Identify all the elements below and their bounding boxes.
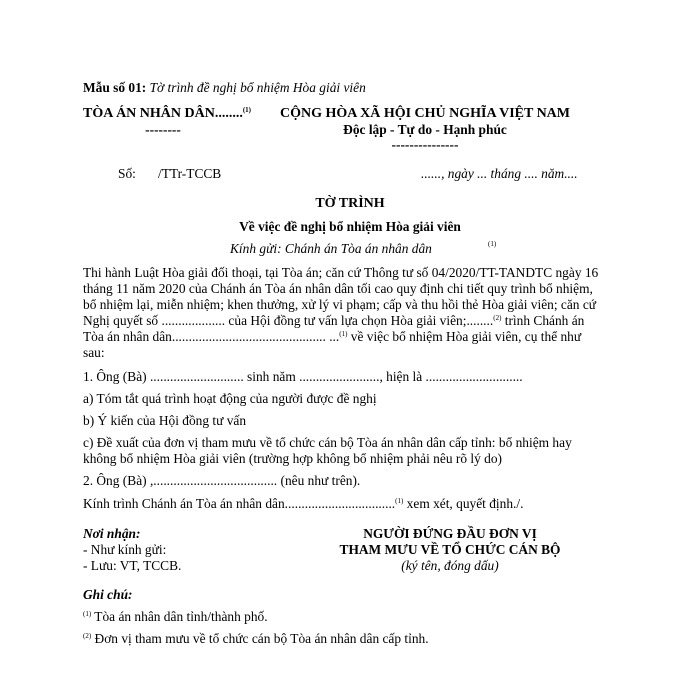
- intro-line-5: Tòa án nhân dân.............................................. ...$^{(1)}$ về việc bổ nhiệm Hòa giải viên, cụ thể như: [83, 329, 582, 344]
- item-2: 2. Ông (Bà) ,..................................... (nêu như trên).: [83, 473, 361, 488]
- recipients-line-1: - Như kính gửi:: [83, 542, 167, 557]
- footnote-mark: (2): [83, 632, 92, 640]
- date-line: ......, ngày ... tháng .... năm....: [421, 166, 578, 181]
- closing-line: Kính trình Chánh án Tòa án nhân dân.................................$^{(1)}$ xem xét, quyết định./.: [83, 496, 524, 511]
- nation-name: CỘNG HÒA XÃ HỘI CHỦ NGHĨA VIỆT NAM: [279, 106, 570, 121]
- item-1c-line-1: c) Đề xuất của đơn vị tham mưu về tổ chức cán bộ Tòa án nhân dân cấp tỉnh: bổ nhiệm hay: [83, 435, 572, 450]
- footnote-mark: (1): [83, 610, 92, 618]
- doc-number-label: Số:: [118, 166, 136, 181]
- footnote-mark: (1): [395, 497, 404, 505]
- signer-line-3: (ký tên, đóng dấu): [401, 558, 499, 573]
- doc-title: TỜ TRÌNH: [315, 196, 385, 211]
- intro-line-6: sau:: [83, 345, 105, 360]
- doc-number-code: /TTr-TCCB: [158, 166, 222, 181]
- note-2: $^{(2)}$ Đơn vị tham mưu về tổ chức cán bộ Tòa án nhân dân cấp tỉnh.: [83, 631, 429, 646]
- motto-dash: ---------------: [391, 137, 459, 152]
- doc-subject: Về việc đề nghị bổ nhiệm Hòa giải viên: [239, 219, 461, 234]
- footnote-mark: (1): [242, 106, 252, 114]
- intro-line-4: Nghị quyết số ................... của Hội đồng tư vấn lựa chọn Hòa giải viên;........$^{(2)}$ trình Chánh án: [83, 313, 585, 328]
- form-title-label: Mẫu số 01:: [83, 80, 147, 95]
- note-1: $^{(1)}$ Tòa án nhân dân tỉnh/thành phố.: [83, 609, 268, 624]
- notes-title: Ghi chú:: [83, 587, 133, 602]
- addressee: Kính gửi: Chánh án Tòa án nhân dân: [230, 241, 432, 256]
- court-dash: --------: [145, 122, 181, 137]
- form-title: [83, 80, 366, 96]
- intro-line-2: tháng 11 năm 2020 của Chánh án Tòa án nhân dân tối cao quy định chi tiết quy trình bổ nhiệm,: [83, 281, 593, 296]
- court-name: TÒA ÁN NHÂN DÂN........$^{(1)}$: [83, 106, 252, 121]
- item-1b: b) Ý kiến của Hội đồng tư vấn: [83, 413, 247, 428]
- motto: Độc lập - Tự do - Hạnh phúc: [343, 122, 507, 137]
- form-title-text: Tờ trình đề nghị bổ nhiệm Hòa giải viên: [149, 80, 366, 95]
- footnote-mark: (1): [339, 330, 348, 338]
- addressee-note: (1): [488, 240, 497, 248]
- signer-line-2: THAM MƯU VỀ TỔ CHỨC CÁN BỘ: [339, 542, 561, 557]
- footnote-mark: (2): [493, 314, 502, 322]
- intro-line-1: Thi hành Luật Hòa giải đối thoại, tại Tòa án; căn cứ Thông tư số 04/2020/TT-TANDTC ngày 16: [83, 265, 599, 280]
- recipients-line-2: - Lưu: VT, TCCB.: [83, 558, 182, 573]
- item-1c-line-2: không bổ nhiệm Hòa giải viên (trường hợp không bổ nhiệm phải nêu rõ lý do): [83, 451, 502, 466]
- item-1: 1. Ông (Bà) ............................ sinh năm ........................, hiện là .............................: [83, 369, 523, 384]
- item-1a: a) Tóm tắt quá trình hoạt động của người được đề nghị: [83, 391, 377, 406]
- intro-line-3: bổ nhiệm lại, miễn nhiệm; khen thưởng, xử lý vi phạm; cấp và thu hồi thẻ Hòa giải viên; căn cứ: [83, 297, 597, 312]
- recipients-title: Nơi nhận:: [83, 526, 141, 541]
- signer-line-1: NGƯỜI ĐỨNG ĐẦU ĐƠN VỊ: [363, 526, 537, 541]
